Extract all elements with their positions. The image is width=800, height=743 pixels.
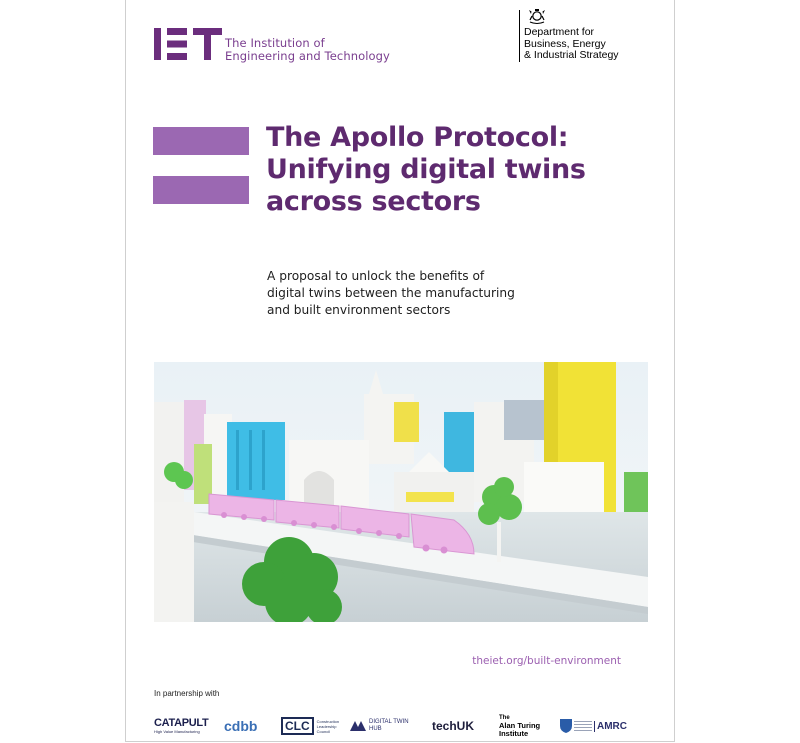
techuk-logo — [432, 713, 474, 739]
gov-line2: Business, Energy — [524, 37, 606, 50]
turing-line1: The — [499, 714, 510, 721]
university-name-lines — [574, 721, 592, 731]
amrc-logo — [560, 713, 627, 739]
iet-name-line2: Engineering and Technology — [225, 49, 390, 63]
cdbb-text: cdbb — [224, 718, 258, 734]
report-url[interactable]: theiet.org/built-environment — [472, 655, 621, 667]
amrc-text: AMRC — [594, 721, 627, 732]
subtitle-line3: and built environment sectors — [267, 303, 451, 317]
title-accent-bar-bottom — [153, 176, 249, 204]
digital-twin-hub-logo — [350, 713, 409, 739]
catapult-logo — [154, 713, 208, 739]
iet-name-line1: The Institution of — [225, 36, 325, 50]
subtitle-line2: digital twins between the manufacturing — [267, 286, 515, 300]
turing-line2: Alan Turing — [499, 720, 541, 730]
clc-mark: CLC — [281, 717, 314, 735]
partnership-label: In partnership with — [154, 689, 220, 698]
digital-twin-hub-icon — [350, 720, 366, 732]
subtitle-line1: A proposal to unlock the benefits of — [267, 269, 485, 283]
gov-department-name — [524, 27, 619, 62]
gov-divider — [519, 10, 520, 62]
turing-line3: Institute — [499, 728, 529, 738]
report-title — [266, 122, 666, 218]
title-line3: across sectors — [266, 186, 481, 217]
title-line1: The Apollo Protocol: — [266, 122, 569, 153]
digital-twin-hub-text: DIGITAL TWIN HUB — [369, 719, 409, 732]
clc-logo — [281, 713, 345, 739]
title-line2: Unifying digital twins — [266, 154, 586, 185]
catapult-text: CATAPULT — [154, 717, 209, 729]
alan-turing-logo — [499, 713, 540, 739]
gov-line1: Department for — [524, 26, 595, 38]
cdbb-logo — [224, 713, 257, 739]
catapult-subtext: High Value Manufacturing — [154, 729, 200, 734]
report-subtitle — [267, 268, 557, 319]
city-illustration — [154, 362, 648, 622]
title-accent-bar-top — [153, 127, 249, 155]
iet-name — [225, 37, 390, 63]
gov-line3: & Industrial Strategy — [524, 49, 619, 61]
royal-coat-of-arms-icon — [528, 8, 546, 24]
university-shield-icon — [560, 719, 572, 733]
iet-logo-mark — [154, 28, 222, 60]
clc-text: Construction Leadership Council — [316, 718, 340, 734]
techuk-text: techUK — [432, 719, 475, 733]
report-cover — [125, 0, 675, 742]
